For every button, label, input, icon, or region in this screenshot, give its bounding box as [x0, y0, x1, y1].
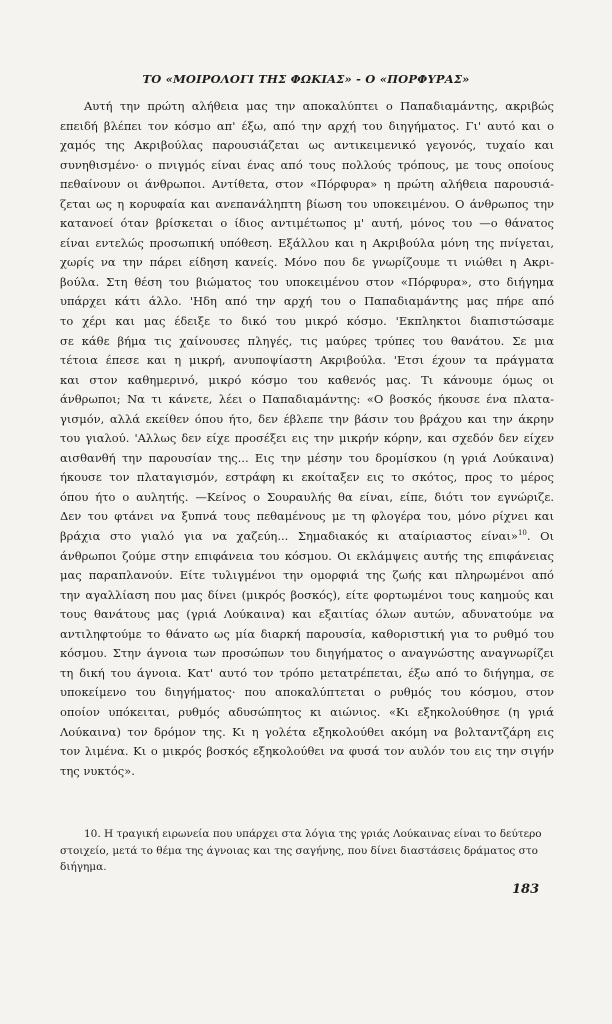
text-line: Λούκαινα) τον δρόμον της. Κι η γολέτα εξηκολούθει ακόμη να βολταντζάρη εις: [60, 724, 554, 739]
text-line: την αγαλλίαση που μας δίνει (μικρός βοσκός), είτε φορτωμένοι τους καημούς και: [60, 587, 554, 602]
footnote-reference[interactable]: 10: [517, 529, 527, 538]
footnote-text: Η τραγική ειρωνεία που υπάρχει στα λόγια της γριάς Λούκαινας είναι το δεύτερο στοιχείο, μετά το θέμα της άγνοιας και της σαγήνης, που δίνει διαστάσεις δράματος στο διήγημα.: [60, 828, 542, 873]
text-line: οποίον υπόκειται, ρυθμός αδυσώπητος κι αιώνιος. «Κι εξηκολούθησε (η γριά: [60, 704, 554, 719]
text-line: άνθρωποι ζούμε στην επιφάνεια του κόσμου. Οι εκλάμψεις αυτής της επιφάνειας: [60, 548, 554, 563]
text-line: Δεν του φτάνει να ξυπνά τους πεθαμένους με τη φλογέρα του, μόνο ρίχνει και: [60, 509, 554, 524]
text-line-with-note: [60, 527, 554, 547]
text-line: χωρίς να την πάρει είδηση κανείς. Μόνο που δε γνωρίζουμε τι νιώθει η Ακρι-: [60, 255, 554, 270]
text-line: άνθρωποι; Να τι κάνετε, λέει ο Παπαδιαμάντης: «Ο βοσκός ήκουσε ένα πλατα-: [60, 392, 554, 407]
text-line: πεθαίνουν οι άνθρωποι. Αντίθετα, στον «Πόρφυρα» η πρώτη αλήθεια παρουσιά-: [60, 177, 554, 192]
text-line: μας παραπλανούν. Είτε τυλιγμένοι την ομορφιά της ζωής και πληρωμένοι από: [60, 568, 554, 583]
text-line: τους θανάτους μας (γριά Λούκαινα) και εξαιτίας όλων αυτών, αδυνατούμε να: [60, 607, 554, 622]
text-line: βούλα. Στη θέση του βιώματος του υποκειμένου στον «Πόρφυρα», στο διήγημα: [60, 274, 554, 289]
text-line: όπου ήτο ο αυλητής. —Κείνος ο Σουραυλής θα είναι, είπε, διότι τον εγνώριζε.: [60, 489, 554, 504]
text-line: τον λιμένα. Κι ο μικρός βοσκός εξηκολούθει να φυσά τον αυλόν του εις την σιγήν: [60, 744, 554, 759]
text-line: τέτοια έπεσε και η μικρή, ανυποψίαστη Ακριβούλα. 'Ετσι έχουν τα πράγματα: [60, 353, 554, 368]
text-line: τη δική του άγνοια. Κατ' αυτό τον τρόπο μετατρέπεται, έξω από το διήγημα, σε: [60, 665, 554, 680]
page-number: 183: [512, 882, 540, 897]
text-line: κατανοεί όταν βρίσκεται ο ίδιος αντιμέτωπος μ' αυτή, μόνος του —ο θάνατος: [60, 216, 554, 231]
text-segment: . Οι: [526, 529, 555, 544]
text-line: το χέρι και μας έδειξε το δικό του μικρό κόσμο. 'Εκπληκτοι διαπιστώσαμε: [60, 314, 554, 329]
running-header: ΤΟ «ΜΟΙΡΟΛΟΓΙ ΤΗΣ ΦΩΚΙΑΣ» - Ο «ΠΟΡΦΥΡΑΣ»: [142, 72, 470, 86]
text-line: της νυκτός».: [60, 763, 135, 778]
text-line: αισθανθή την παρουσίαν της... Εις την μέσην του δρομίσκου (η γριά Λούκαινα): [60, 450, 554, 465]
text-line: χαμός της Ακριβούλας παρουσιάζεται ως αντικειμενικό γεγονός, τυχαίο και: [60, 138, 554, 153]
text-line: είναι εντελώς προσωπική υπόθεση. Εξάλλου και η Ακριβούλα μόνη της πνίγεται,: [60, 235, 554, 250]
text-line: του γιαλού. 'Αλλως δεν είχε προσέξει εις την μικρήν κόρην, και σχεδόν δεν είχεν: [60, 431, 554, 446]
text-line: συνηθισμένο· ο πνιγμός είναι ένας από τους πολλούς τρόπους, με τους οποίους: [60, 157, 554, 172]
footnote: [60, 826, 554, 876]
text-line: επειδή βλέπει τον κόσμο απ' έξω, από την αρχή του διηγήματος. Γι' αυτό και ο: [60, 118, 554, 133]
text-line: υποκείμενο του διηγήματος· που αποκαλύπτεται ο ρυθμός του κόσμου, στον: [60, 685, 554, 700]
text-line: κόσμου. Στην άγνοια των προσώπων του διηγήματος ο αναγνώστης αναγνωρίζει: [60, 646, 554, 661]
text-line: Αυτή την πρώτη αλήθεια μας την αποκαλύπτει ο Παπαδιαμάντης, ακριβώς: [84, 99, 554, 113]
text-segment: βράχια στο γιαλό για να χαζεύη... Σημαδιακός κι αταίριαστος είναι»: [60, 529, 518, 544]
text-line: ήκουσε τον πλαταγισμόν, εστράφη κι εκοίταξεν εις το σκότος, προς το μέρος: [60, 470, 554, 485]
text-line: αντιληφτούμε το θάνατο ως μία διαρκή παρουσία, καθοριστική για το ρυθμό του: [60, 626, 554, 641]
text-line: υπάρχει κάτι άλλο. 'Ηδη από την αρχή του ο Παπαδιαμάντης μας πήρε από: [60, 294, 554, 309]
footnote-number: 10.: [84, 828, 101, 840]
text-line: γισμόν, αλλά εκείθεν όπου ήτο, δεν έβλεπε την βάσιν του βράχου και την άκρην: [60, 411, 554, 426]
text-line: σε κάθε βήμα τις χαίνουσες πληγές, τις μαύρες τρύπες του θανάτου. Σε μια: [60, 333, 554, 348]
main-paragraph: [60, 97, 554, 781]
text-line: και στον καθημερινό, μικρό κόσμο του καθενός μας. Τι κάνουμε όμως οι: [60, 372, 554, 387]
text-line: ζεται ως η κορυφαία και ανεπανάληπτη βίωση του υποκειμένου. Ο άνθρωπος την: [60, 196, 554, 211]
